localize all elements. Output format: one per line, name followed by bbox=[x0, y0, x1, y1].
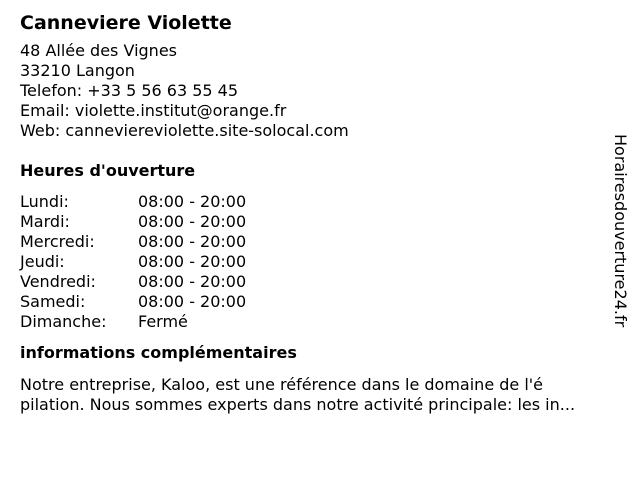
day-label: Lundi: bbox=[20, 192, 69, 211]
day-time: 08:00 - 20:00 bbox=[138, 232, 247, 251]
hours-row-monday bbox=[20, 192, 620, 212]
info-line-1: Notre entreprise, Kaloo, est une référence dans le domaine de l'é bbox=[20, 375, 544, 394]
phone-line: Telefon: +33 5 56 63 55 45 bbox=[20, 81, 239, 100]
day-label: Samedi: bbox=[20, 292, 86, 311]
info-description bbox=[20, 375, 624, 415]
email-line: Email: violette.institut@orange.fr bbox=[20, 101, 287, 120]
day-label: Mardi: bbox=[20, 212, 70, 231]
day-label: Dimanche: bbox=[20, 312, 107, 331]
day-label: Jeudi: bbox=[20, 252, 65, 271]
business-name: Canneviere Violette bbox=[20, 12, 232, 34]
info-heading: informations complémentaires bbox=[20, 343, 297, 362]
brand-watermark: Horairesdouverture24.fr bbox=[611, 134, 630, 328]
day-time: 08:00 - 20:00 bbox=[138, 272, 247, 291]
address-street: 48 Allée des Vignes bbox=[20, 41, 177, 60]
hours-heading: Heures d'ouverture bbox=[20, 161, 196, 180]
hours-table bbox=[20, 192, 620, 332]
day-time: 08:00 - 20:00 bbox=[138, 252, 247, 271]
day-label: Vendredi: bbox=[20, 272, 96, 291]
hours-row-thursday bbox=[20, 252, 620, 272]
hours-row-saturday bbox=[20, 292, 620, 312]
day-time: 08:00 - 20:00 bbox=[138, 192, 247, 211]
hours-row-friday bbox=[20, 272, 620, 292]
business-card bbox=[20, 10, 620, 415]
day-time: Fermé bbox=[138, 312, 188, 331]
day-time: 08:00 - 20:00 bbox=[138, 212, 247, 231]
address-city: 33210 Langon bbox=[20, 61, 135, 80]
web-line: Web: canneviereviolette.site-solocal.com bbox=[20, 121, 349, 140]
hours-row-wednesday bbox=[20, 232, 620, 252]
hours-row-sunday bbox=[20, 312, 620, 332]
info-line-2: pilation. Nous sommes experts dans notre activité principale: les in... bbox=[20, 395, 576, 414]
day-time: 08:00 - 20:00 bbox=[138, 292, 247, 311]
day-label: Mercredi: bbox=[20, 232, 95, 251]
contact-block bbox=[20, 41, 620, 141]
hours-row-tuesday bbox=[20, 212, 620, 232]
